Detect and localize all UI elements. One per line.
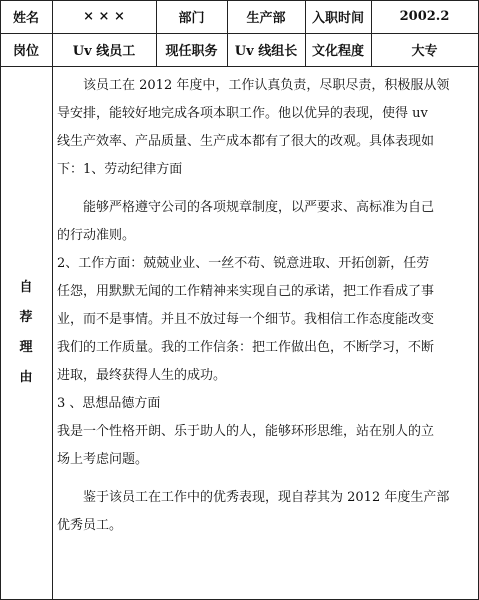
reason-line: 导安排，能较好地完成各项本职工作。他以优异的表现，使得 uv — [57, 106, 428, 121]
section-label-char: 理 — [19, 340, 33, 355]
paragraph-gap — [57, 474, 475, 484]
section-label-char: 自 — [19, 280, 33, 295]
reason-line: 线生产效率、产品质量、生产成本都有了很大的改观。具体表现如 — [57, 134, 435, 149]
reason-line: 我们的工作质量。我的工作信条：把工作做出色，不断学习，不断 — [57, 340, 435, 355]
name-value: × × × — [83, 9, 125, 24]
section-label-char: 由 — [19, 370, 33, 385]
join-date-value: 2002.2 — [399, 9, 450, 24]
post-value: Uv 线员工 — [72, 44, 136, 59]
reason-line: 该员工在 2012 年度中，工作认真负责，尽职尽责，积极服从领 — [57, 78, 450, 93]
join-date-label: 入职时间 — [311, 11, 364, 26]
reason-line: 任怨，用默默无闻的工作精神来实现自己的承诺，把工作看成了事 — [57, 284, 435, 299]
reason-line: 下：1、劳动纪律方面 — [57, 162, 183, 177]
reason-line: 优秀员工。 — [57, 518, 123, 533]
dept-label: 部门 — [178, 11, 205, 26]
col-border-1 — [52, 0, 53, 600]
reason-text — [57, 72, 475, 540]
reason-line: 3 、思想品德方面 — [57, 396, 161, 411]
reason-line: 场上考虑问题。 — [57, 452, 149, 467]
row2-bottom-border — [0, 66, 479, 67]
reason-line: 2、工作方面：兢兢业业、一丝不苟、锐意进取、开拓创新，任劳 — [57, 256, 430, 271]
name-label: 姓名 — [12, 11, 39, 26]
post-label: 岗位 — [12, 44, 39, 59]
duty-value: Uv 线组长 — [234, 44, 298, 59]
reason-line: 业，而不是事情。并且不放过每一个细节。我相信工作态度能改变 — [57, 312, 435, 327]
reason-line: 进取，最终获得人生的成功。 — [57, 368, 227, 383]
reason-line: 的行动准则。 — [57, 228, 136, 243]
education-label: 文化程度 — [311, 44, 364, 59]
duty-label: 现任职务 — [165, 44, 218, 59]
dept-value: 生产部 — [246, 11, 286, 26]
education-value: 大专 — [411, 44, 438, 59]
paragraph-gap — [57, 184, 475, 194]
section-label-char: 荐 — [19, 310, 33, 325]
reason-line: 鉴于该员工在工作中的优秀表现，现自荐其为 2012 年度生产部 — [57, 490, 450, 505]
reason-line: 我是一个性格开朗、乐于助人的人，能够环形思维，站在别人的立 — [57, 424, 435, 439]
section-label-self-recommendation — [0, 66, 52, 600]
reason-line: 能够严格遵守公司的各项规章制度，以严要求、高标准为自己 — [57, 200, 435, 215]
